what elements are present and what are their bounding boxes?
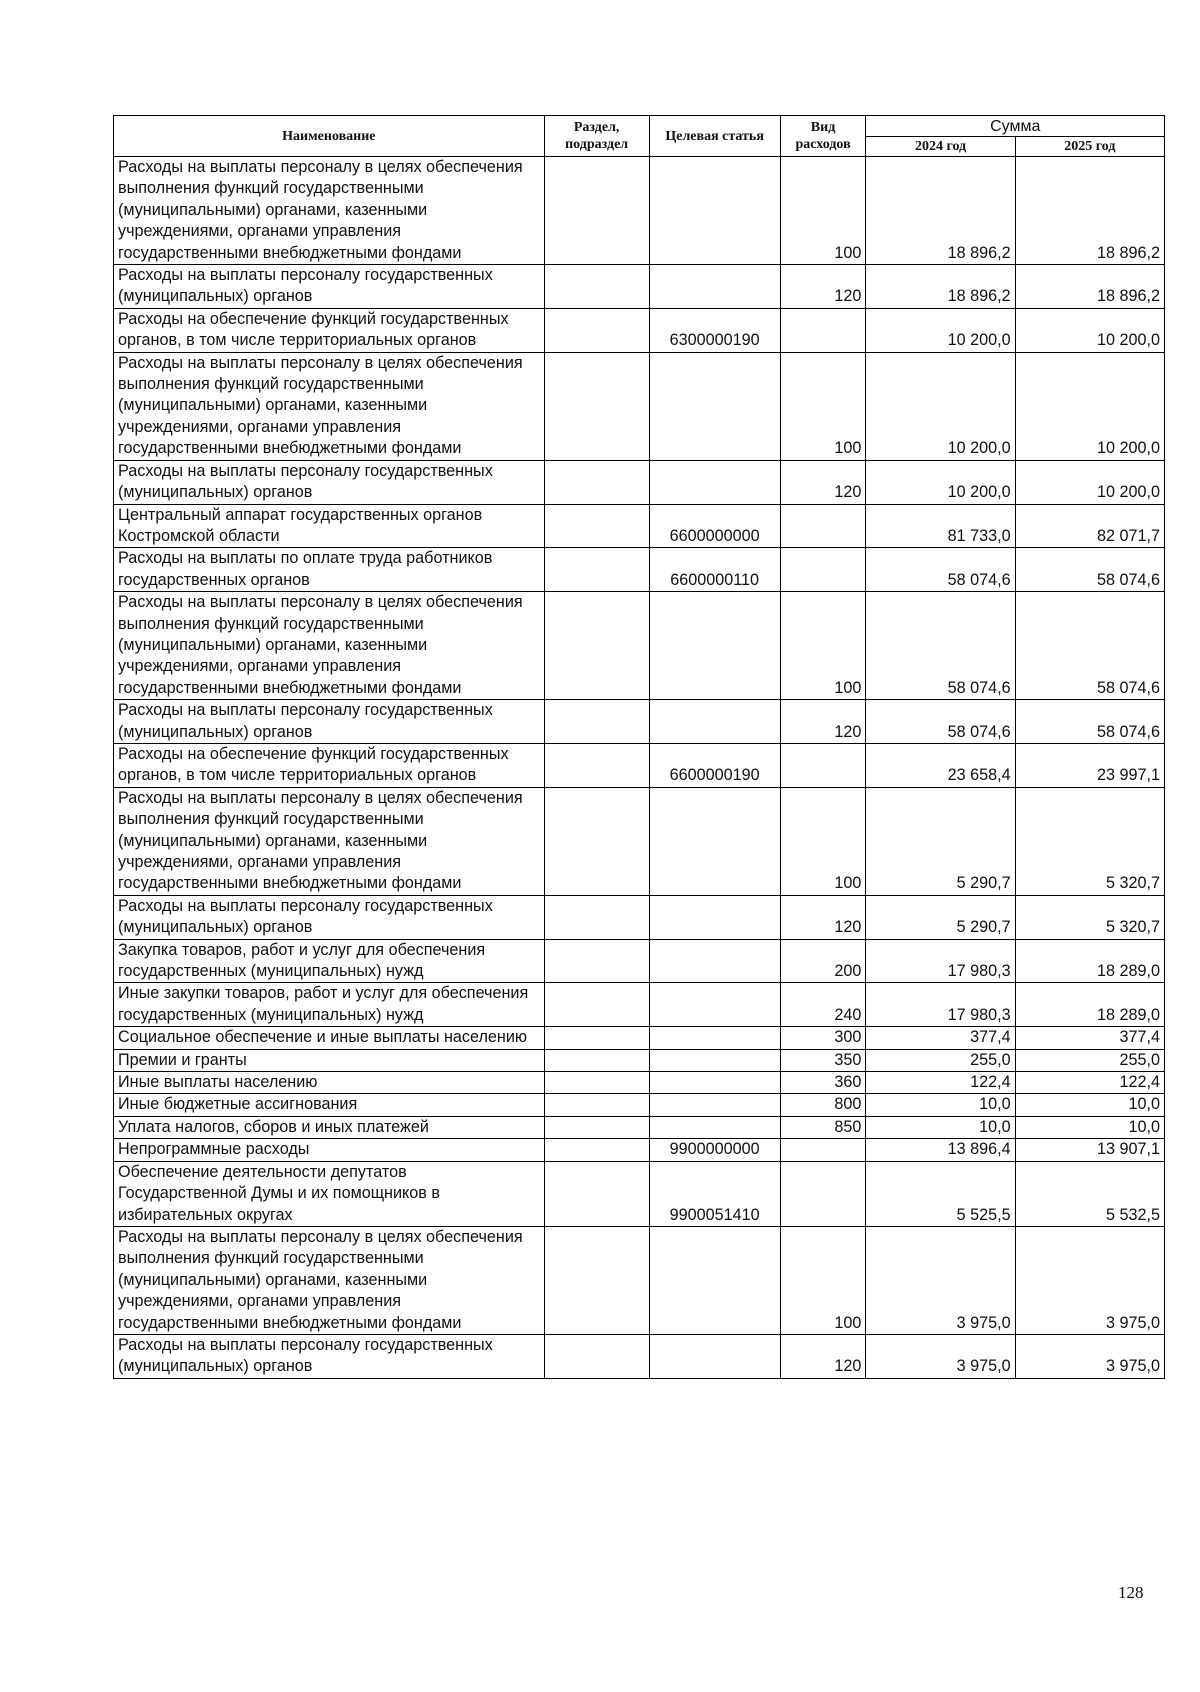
- cell-target: [649, 157, 780, 265]
- cell-target: 6600000110: [649, 548, 780, 592]
- cell-2024: 58 074,6: [866, 700, 1015, 744]
- cell-name: Социальное обеспечение и иные выплаты населению: [114, 1027, 545, 1049]
- cell-name: Расходы на обеспечение функций государственных органов, в том числе территориальных органов: [114, 308, 545, 352]
- cell-section: [544, 1334, 649, 1378]
- cell-kind: 300: [780, 1027, 866, 1049]
- cell-target: [649, 895, 780, 939]
- table-row: [114, 1334, 1165, 1378]
- cell-2024: 10,0: [866, 1116, 1015, 1138]
- cell-2024: 255,0: [866, 1049, 1015, 1071]
- cell-target: [649, 1072, 780, 1094]
- cell-name: Расходы на выплаты персоналу государственных (муниципальных) органов: [114, 895, 545, 939]
- cell-2024: 10 200,0: [866, 308, 1015, 352]
- cell-2025: 82 071,7: [1015, 504, 1164, 548]
- cell-2024: 13 896,4: [866, 1139, 1015, 1161]
- cell-2024: 122,4: [866, 1072, 1015, 1094]
- cell-2024: 81 733,0: [866, 504, 1015, 548]
- cell-target: [649, 265, 780, 309]
- table-row: [114, 1226, 1165, 1334]
- cell-section: [544, 352, 649, 460]
- cell-kind: [780, 1139, 866, 1161]
- cell-target: 9900000000: [649, 1139, 780, 1161]
- cell-section: [544, 1094, 649, 1116]
- cell-section: [544, 939, 649, 983]
- cell-target: [649, 1334, 780, 1378]
- cell-section: [544, 265, 649, 309]
- cell-kind: 120: [780, 895, 866, 939]
- cell-name: Иные бюджетные ассигнования: [114, 1094, 545, 1116]
- cell-2025: 58 074,6: [1015, 700, 1164, 744]
- cell-kind: 800: [780, 1094, 866, 1116]
- table-row: [114, 460, 1165, 504]
- cell-kind: 240: [780, 983, 866, 1027]
- header-section: Раздел, подраздел: [544, 116, 649, 157]
- cell-target: [649, 939, 780, 983]
- cell-2024: 3 975,0: [866, 1226, 1015, 1334]
- table-row: [114, 265, 1165, 309]
- cell-2025: 10 200,0: [1015, 308, 1164, 352]
- cell-2024: 10 200,0: [866, 460, 1015, 504]
- page-number: 128: [1118, 1583, 1144, 1602]
- table-row: [114, 1072, 1165, 1094]
- table-row: [114, 1116, 1165, 1138]
- table-row: [114, 1139, 1165, 1161]
- cell-kind: 120: [780, 265, 866, 309]
- cell-name: Иные закупки товаров, работ и услуг для обеспечения государственных (муниципальных) нужд: [114, 983, 545, 1027]
- cell-target: 6300000190: [649, 308, 780, 352]
- cell-2025: 58 074,6: [1015, 592, 1164, 700]
- cell-name: Закупка товаров, работ и услуг для обеспечения государственных (муниципальных) нужд: [114, 939, 545, 983]
- cell-2024: 23 658,4: [866, 743, 1015, 787]
- cell-target: [649, 460, 780, 504]
- cell-2025: 10,0: [1015, 1116, 1164, 1138]
- cell-name: Иные выплаты населению: [114, 1072, 545, 1094]
- cell-2025: 3 975,0: [1015, 1226, 1164, 1334]
- cell-name: Уплата налогов, сборов и иных платежей: [114, 1116, 545, 1138]
- cell-kind: 100: [780, 787, 866, 895]
- cell-kind: 120: [780, 700, 866, 744]
- cell-kind: 360: [780, 1072, 866, 1094]
- cell-2024: 18 896,2: [866, 265, 1015, 309]
- table-row: [114, 157, 1165, 265]
- cell-2024: 5 290,7: [866, 787, 1015, 895]
- cell-2025: 5 320,7: [1015, 895, 1164, 939]
- table-row: [114, 700, 1165, 744]
- cell-section: [544, 700, 649, 744]
- cell-name: Премии и гранты: [114, 1049, 545, 1071]
- cell-name: Расходы на выплаты персоналу в целях обеспечения выполнения функций государственными (муниципальными) органами, казенными учреждениями, органами управления государственными внебюджетными фондами: [114, 787, 545, 895]
- cell-name: Расходы на выплаты персоналу государственных (муниципальных) органов: [114, 700, 545, 744]
- cell-section: [544, 895, 649, 939]
- cell-name: Расходы на выплаты персоналу государственных (муниципальных) органов: [114, 265, 545, 309]
- cell-2025: 122,4: [1015, 1072, 1164, 1094]
- table-row: [114, 352, 1165, 460]
- cell-section: [544, 1049, 649, 1071]
- cell-kind: 120: [780, 460, 866, 504]
- cell-2024: 5 290,7: [866, 895, 1015, 939]
- table-row: [114, 787, 1165, 895]
- cell-section: [544, 157, 649, 265]
- cell-target: 9900051410: [649, 1161, 780, 1226]
- table-row: [114, 939, 1165, 983]
- cell-section: [544, 308, 649, 352]
- cell-target: [649, 1226, 780, 1334]
- table-row: [114, 1094, 1165, 1116]
- cell-2024: 377,4: [866, 1027, 1015, 1049]
- cell-name: Расходы на выплаты персоналу в целях обеспечения выполнения функций государственными (муниципальными) органами, казенными учреждениями, органами управления государственными внебюджетными фондами: [114, 352, 545, 460]
- table-row: [114, 548, 1165, 592]
- cell-2025: 5 320,7: [1015, 787, 1164, 895]
- cell-target: [649, 983, 780, 1027]
- table-row: [114, 1027, 1165, 1049]
- cell-target: 6600000000: [649, 504, 780, 548]
- cell-target: [649, 1116, 780, 1138]
- table-row: [114, 983, 1165, 1027]
- table-row: [114, 1161, 1165, 1226]
- cell-target: 6600000190: [649, 743, 780, 787]
- cell-2025: 377,4: [1015, 1027, 1164, 1049]
- cell-section: [544, 548, 649, 592]
- cell-2025: 10 200,0: [1015, 352, 1164, 460]
- header-kind: Вид расходов: [780, 116, 866, 157]
- header-target: Целевая статья: [649, 116, 780, 157]
- cell-kind: [780, 548, 866, 592]
- table-row: [114, 504, 1165, 548]
- cell-target: [649, 592, 780, 700]
- cell-kind: [780, 308, 866, 352]
- cell-2025: 255,0: [1015, 1049, 1164, 1071]
- cell-2025: 10 200,0: [1015, 460, 1164, 504]
- cell-target: [649, 787, 780, 895]
- table-body: [114, 157, 1165, 1379]
- cell-section: [544, 1226, 649, 1334]
- cell-kind: 100: [780, 592, 866, 700]
- cell-kind: [780, 504, 866, 548]
- cell-name: Непрограммные расходы: [114, 1139, 545, 1161]
- cell-name: Расходы на выплаты по оплате труда работников государственных органов: [114, 548, 545, 592]
- table-row: [114, 1049, 1165, 1071]
- cell-2025: 18 289,0: [1015, 983, 1164, 1027]
- cell-target: [649, 1094, 780, 1116]
- cell-2024: 18 896,2: [866, 157, 1015, 265]
- cell-section: [544, 1161, 649, 1226]
- cell-name: Расходы на выплаты персоналу в целях обеспечения выполнения функций государственными (муниципальными) органами, казенными учреждениями, органами управления государственными внебюджетными фондами: [114, 592, 545, 700]
- cell-section: [544, 504, 649, 548]
- cell-2024: 17 980,3: [866, 939, 1015, 983]
- cell-2025: 58 074,6: [1015, 548, 1164, 592]
- cell-kind: 100: [780, 1226, 866, 1334]
- budget-table: [113, 115, 1165, 1379]
- cell-section: [544, 787, 649, 895]
- cell-kind: [780, 1161, 866, 1226]
- cell-2025: 18 896,2: [1015, 265, 1164, 309]
- cell-2024: 58 074,6: [866, 548, 1015, 592]
- cell-kind: 100: [780, 352, 866, 460]
- header-year-2025: 2025 год: [1015, 137, 1164, 157]
- cell-2025: 18 896,2: [1015, 157, 1164, 265]
- cell-section: [544, 743, 649, 787]
- table-row: [114, 592, 1165, 700]
- cell-section: [544, 1072, 649, 1094]
- cell-section: [544, 1027, 649, 1049]
- cell-kind: 850: [780, 1116, 866, 1138]
- header-year-2024: 2024 год: [866, 137, 1015, 157]
- cell-target: [649, 1027, 780, 1049]
- cell-2025: 13 907,1: [1015, 1139, 1164, 1161]
- table-row: [114, 743, 1165, 787]
- cell-2025: 10,0: [1015, 1094, 1164, 1116]
- table-row: [114, 895, 1165, 939]
- cell-name: Расходы на выплаты персоналу в целях обеспечения выполнения функций государственными (муниципальными) органами, казенными учреждениями, органами управления государственными внебюджетными фондами: [114, 157, 545, 265]
- cell-name: Расходы на выплаты персоналу государственных (муниципальных) органов: [114, 460, 545, 504]
- cell-name: Центральный аппарат государственных органов Костромской области: [114, 504, 545, 548]
- cell-2024: 3 975,0: [866, 1334, 1015, 1378]
- cell-section: [544, 1139, 649, 1161]
- cell-name: Расходы на обеспечение функций государственных органов, в том числе территориальных органов: [114, 743, 545, 787]
- cell-name: Обеспечение деятельности депутатов Государственной Думы и их помощников в избирательных округах: [114, 1161, 545, 1226]
- cell-2024: 17 980,3: [866, 983, 1015, 1027]
- cell-2024: 58 074,6: [866, 592, 1015, 700]
- cell-kind: 350: [780, 1049, 866, 1071]
- cell-target: [649, 352, 780, 460]
- cell-kind: 100: [780, 157, 866, 265]
- header-sum: Сумма: [866, 116, 1165, 137]
- cell-kind: 200: [780, 939, 866, 983]
- cell-2025: 23 997,1: [1015, 743, 1164, 787]
- cell-name: Расходы на выплаты персоналу государственных (муниципальных) органов: [114, 1334, 545, 1378]
- cell-2024: 5 525,5: [866, 1161, 1015, 1226]
- cell-section: [544, 592, 649, 700]
- cell-kind: 120: [780, 1334, 866, 1378]
- cell-section: [544, 1116, 649, 1138]
- table-row: [114, 308, 1165, 352]
- cell-name: Расходы на выплаты персоналу в целях обеспечения выполнения функций государственными (муниципальными) органами, казенными учреждениями, органами управления государственными внебюджетными фондами: [114, 1226, 545, 1334]
- cell-kind: [780, 743, 866, 787]
- header-name: Наименование: [114, 116, 545, 157]
- cell-2025: 3 975,0: [1015, 1334, 1164, 1378]
- cell-target: [649, 700, 780, 744]
- cell-2024: 10,0: [866, 1094, 1015, 1116]
- cell-2024: 10 200,0: [866, 352, 1015, 460]
- cell-2025: 5 532,5: [1015, 1161, 1164, 1226]
- cell-section: [544, 460, 649, 504]
- cell-2025: 18 289,0: [1015, 939, 1164, 983]
- cell-section: [544, 983, 649, 1027]
- cell-target: [649, 1049, 780, 1071]
